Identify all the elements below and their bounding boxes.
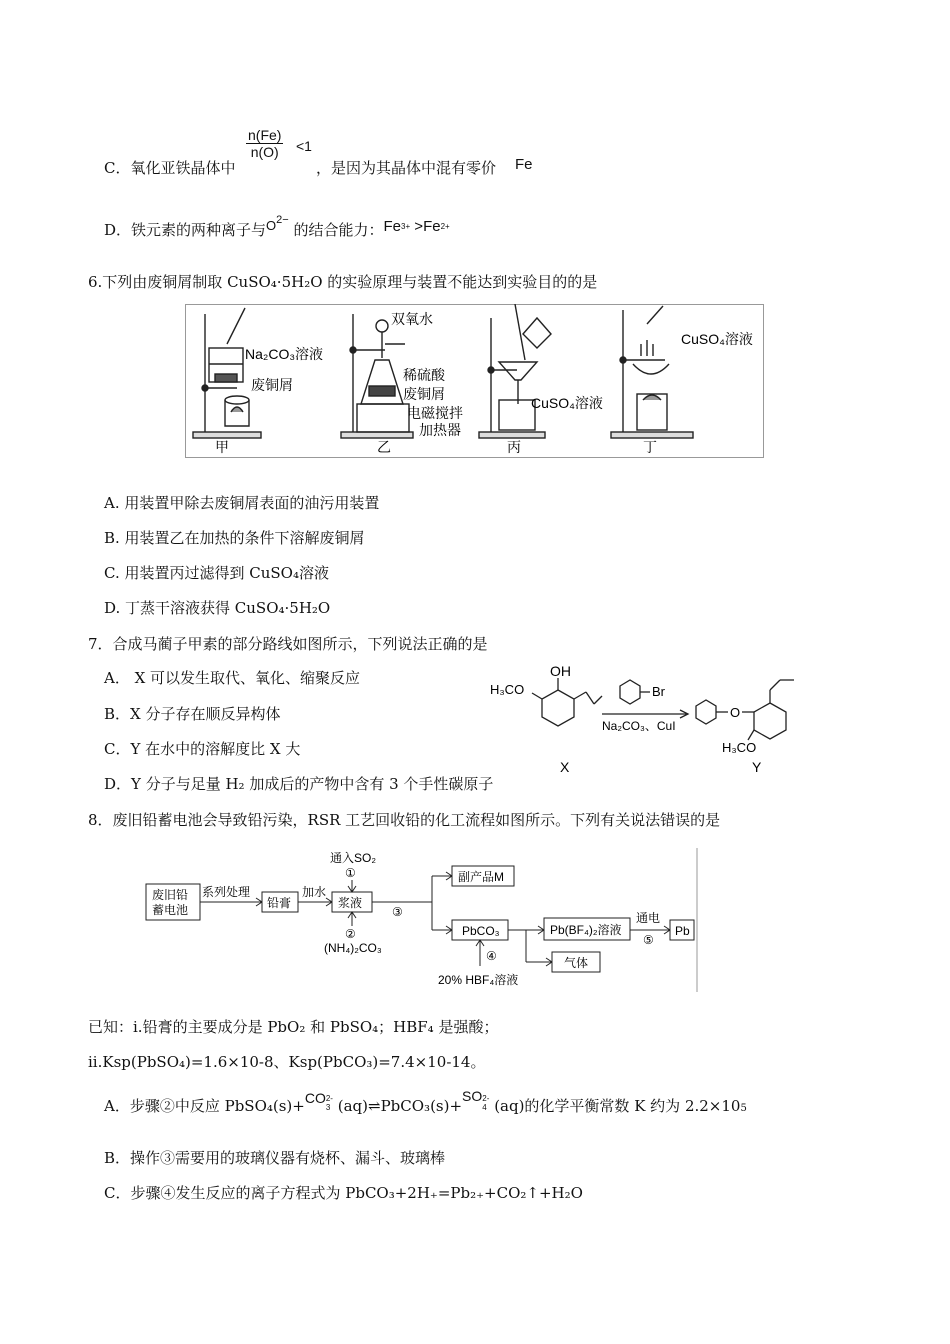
q8-option-b: B．操作③需要用的玻璃仪器有烧杯、漏斗、玻璃棒	[104, 1149, 446, 1167]
flow-hbf4: 20% HBF₄溶液	[438, 973, 519, 987]
reagent-conditions: Na₂CO₃、CuI	[602, 719, 676, 733]
flow-so2: 通入SO₂	[330, 851, 376, 865]
q5d-fe2-sup: 2+	[440, 222, 450, 231]
x-oh: OH	[550, 663, 571, 679]
q5c-suffix: ，是因为其晶体中混有零价	[316, 159, 497, 177]
flow-byproduct: 副产品M	[458, 870, 504, 884]
q8a-so4-sub: 4	[482, 1103, 487, 1112]
label-cuso4-bing: CuSO₄溶液	[531, 395, 603, 411]
y-o: O	[730, 705, 741, 720]
q6-apparatus-figure	[185, 304, 765, 459]
q6-option-b: B. 用装置乙在加热的条件下溶解废铜屑	[104, 529, 365, 547]
q5c-fraction	[246, 127, 283, 160]
label-feitong-yi: 废铜屑	[403, 386, 445, 402]
flow-pbco3: PbCO₃	[462, 924, 500, 938]
reaction-arrow	[602, 680, 688, 718]
q6-option-a: A. 用装置甲除去废铜屑表面的油污用装置	[104, 494, 380, 512]
y-h3co: H₃CO	[722, 740, 757, 755]
q5c-fe: Fe	[515, 156, 533, 173]
q8a-co3-charges	[326, 1094, 333, 1112]
q8a-exp: 5	[740, 1103, 747, 1114]
q8a-mid: (aq)⇌PbCO₃(s)+	[337, 1097, 463, 1115]
apparatus-ding	[611, 306, 693, 438]
q5d-fe3: Fe	[383, 218, 402, 235]
flow-battery-2: 蓄电池	[152, 903, 189, 917]
flow-step1: ①	[345, 866, 356, 880]
flow-pbbf4: Pb(BF₄)₂溶液	[550, 923, 622, 937]
label-diancijiaoban: 电磁搅拌	[407, 405, 463, 421]
label-yi: 乙	[377, 439, 391, 455]
reagent-br: Br	[652, 684, 665, 699]
q8a-so4-sup: 2-	[482, 1094, 490, 1103]
molecule-y	[696, 680, 794, 740]
q6-option-c: C. 用装置丙过滤得到 CuSO₄溶液	[104, 564, 329, 582]
q5d-prefix: D．铁元素的两种离子与	[104, 221, 267, 239]
flow-paste: 铅膏	[267, 896, 292, 910]
flow-electrolysis: 通电	[636, 911, 661, 925]
flow-nh4co3: (NH₄)₂CO₃	[324, 941, 382, 955]
q5c-prefix: C．氧化亚铁晶体中	[104, 159, 236, 177]
q8a-co3-sub: 3	[325, 1103, 331, 1112]
flow-battery-1: 废旧铅	[152, 888, 189, 902]
q5-option-d	[104, 216, 450, 241]
q5d-middle: 的结合能力：	[293, 221, 384, 239]
label-bing: 丙	[507, 439, 521, 455]
q8a-so4-charges	[482, 1094, 489, 1112]
q5-option-c	[104, 158, 235, 178]
q5c-lt: <1	[296, 138, 312, 154]
apparatus-bing	[479, 304, 551, 438]
q7-option-c: C．Y 在水中的溶解度比 X 大	[104, 740, 301, 758]
q8-option-a	[104, 1088, 747, 1119]
q7-option-b: B．X 分子存在顺反异构体	[104, 705, 281, 723]
label-jia: 甲	[215, 439, 229, 455]
molecule-x	[532, 678, 602, 726]
flow-pb: Pb	[675, 924, 690, 938]
q5d-gt: >Fe	[410, 218, 441, 235]
apparatus-jia	[193, 308, 261, 438]
q7-option-d: D．Y 分子与足量 H₂ 加成后的产物中含有 3 个手性碳原子	[104, 775, 494, 793]
flow-step4: ④	[486, 949, 497, 963]
q6-stem: 6.下列由废铜屑制取 CuSO₄·5H₂O 的实验原理与装置不能达到实验目的的是	[88, 273, 598, 291]
label-ding: 丁	[643, 439, 657, 455]
flow-process: 系列处理	[202, 885, 251, 899]
q8a-co3: CO	[304, 1090, 326, 1106]
label-shuangyang: 双氧水	[391, 311, 433, 327]
q6-option-d: D. 丁蒸干溶液获得 CuSO₄·5H₂O	[104, 599, 331, 617]
q7-synthesis-scheme	[490, 660, 810, 780]
flow-add-water: 加水	[302, 885, 327, 899]
q7-option-a: A． X 可以发生取代、氧化、缩聚反应	[104, 669, 361, 687]
q8-given-1: 已知：i.铅膏的主要成分是 PbO₂ 和 PbSO₄；HBF₄ 是强酸；	[88, 1018, 499, 1036]
flow-step2: ②	[345, 927, 356, 941]
q8-flowchart	[140, 848, 700, 992]
x-h3co: H₃CO	[490, 682, 525, 697]
q8-stem: 8．废旧铅蓄电池会导致铅污染，RSR 工艺回收铅的化工流程如图所示。下列有关说法错误的是	[88, 811, 721, 829]
q8-option-c: C．步骤④发生反应的离子方程式为 PbCO₃+2H₊=Pb₂₊+CO₂↑+H₂O	[104, 1184, 583, 1202]
q8a-suffix: (aq)的化学平衡常数 K 约为 2.2×10	[494, 1097, 741, 1115]
label-na2co3: Na₂CO₃溶液	[245, 346, 324, 362]
label-cuso4-ding: CuSO₄溶液	[681, 331, 753, 347]
label-xiliusuan: 稀硫酸	[403, 367, 445, 383]
label-jiareqi: 加热器	[419, 422, 461, 438]
flow-step3: ③	[392, 905, 403, 919]
y-label: Y	[752, 759, 762, 775]
q5c-frac-num: n(Fe)	[248, 127, 282, 143]
flow-step5: ⑤	[643, 933, 654, 947]
q5c-frac-den: n(O)	[250, 144, 279, 160]
flow-gas: 气体	[564, 956, 589, 970]
q8-given-2: ii.Ksp(PbSO₄)=1.6×10-8、Ksp(PbCO₃)=7.4×10-14。	[88, 1053, 486, 1071]
q8a-co3-sup: 2-	[325, 1094, 333, 1103]
q5d-fe3-sup: 3+	[401, 222, 411, 231]
flow-slurry: 浆液	[338, 896, 363, 910]
q7-stem: 7．合成马蔺子甲素的部分路线如图所示，下列说法正确的是	[88, 635, 488, 653]
x-label: X	[560, 759, 570, 775]
q8a-prefix: A．步骤②中反应 PbSO₄(s)+	[104, 1097, 305, 1115]
label-feitong-jia: 废铜屑	[251, 377, 293, 393]
q5d-ion: O	[266, 218, 277, 233]
q5d-ion-sup: 2−	[276, 214, 289, 226]
q8a-so4: SO	[462, 1088, 483, 1104]
